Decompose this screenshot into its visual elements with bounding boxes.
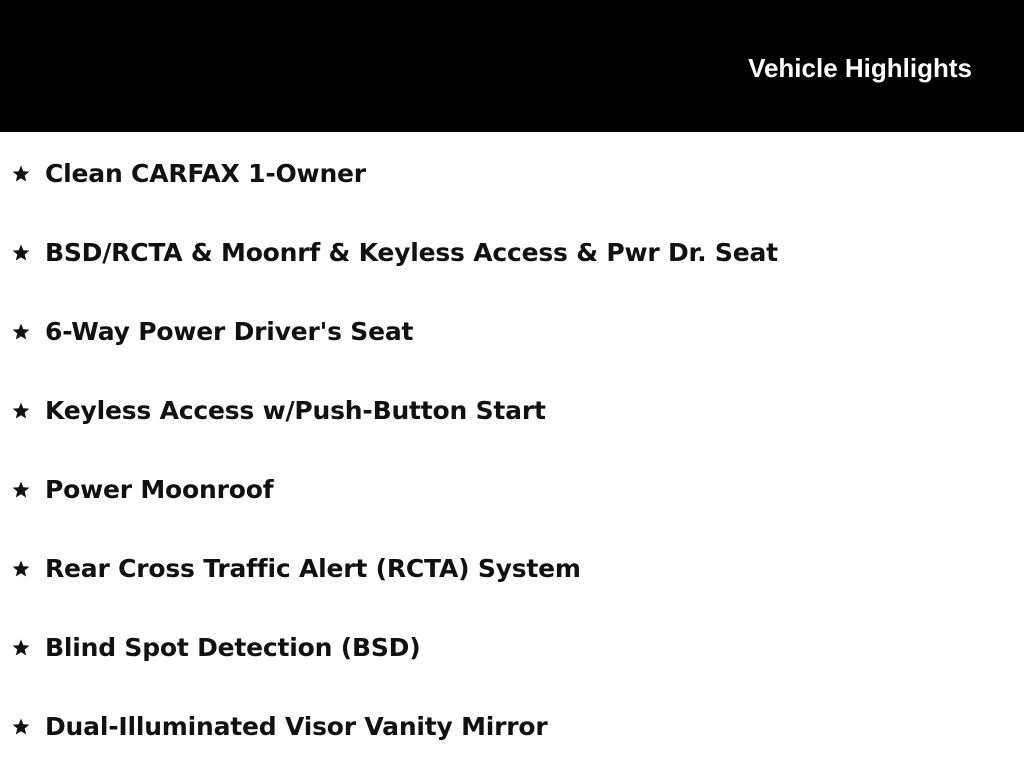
list-item-label: Clean CARFAX 1-Owner [45, 159, 366, 188]
list-item [0, 315, 1024, 355]
list-item [0, 473, 1024, 513]
star-icon [11, 164, 31, 184]
list-item [0, 710, 1024, 750]
list-item-label: Rear Cross Traffic Alert (RCTA) System [45, 554, 581, 583]
star-icon [11, 322, 31, 342]
list-item-label: 6-Way Power Driver's Seat [45, 317, 414, 346]
star-icon [11, 638, 31, 658]
star-icon [11, 401, 31, 421]
star-icon [11, 243, 31, 263]
star-icon [11, 717, 31, 737]
list-item-label: BSD/RCTA & Moonrf & Keyless Access & Pwr Dr. Seat [45, 238, 778, 267]
list-item [0, 552, 1024, 592]
star-icon [11, 480, 31, 500]
list-item-label: Dual-Illuminated Visor Vanity Mirror [45, 712, 548, 741]
list-item [0, 157, 1024, 197]
list-item-label: Power Moonroof [45, 475, 274, 504]
list-item [0, 394, 1024, 434]
list-item-label: Blind Spot Detection (BSD) [45, 633, 421, 662]
header-bar [0, 0, 1024, 132]
list-item [0, 236, 1024, 276]
list-item-label: Keyless Access w/Push-Button Start [45, 396, 546, 425]
star-icon [11, 559, 31, 579]
page-title: Vehicle Highlights [748, 53, 972, 83]
list-item [0, 631, 1024, 671]
